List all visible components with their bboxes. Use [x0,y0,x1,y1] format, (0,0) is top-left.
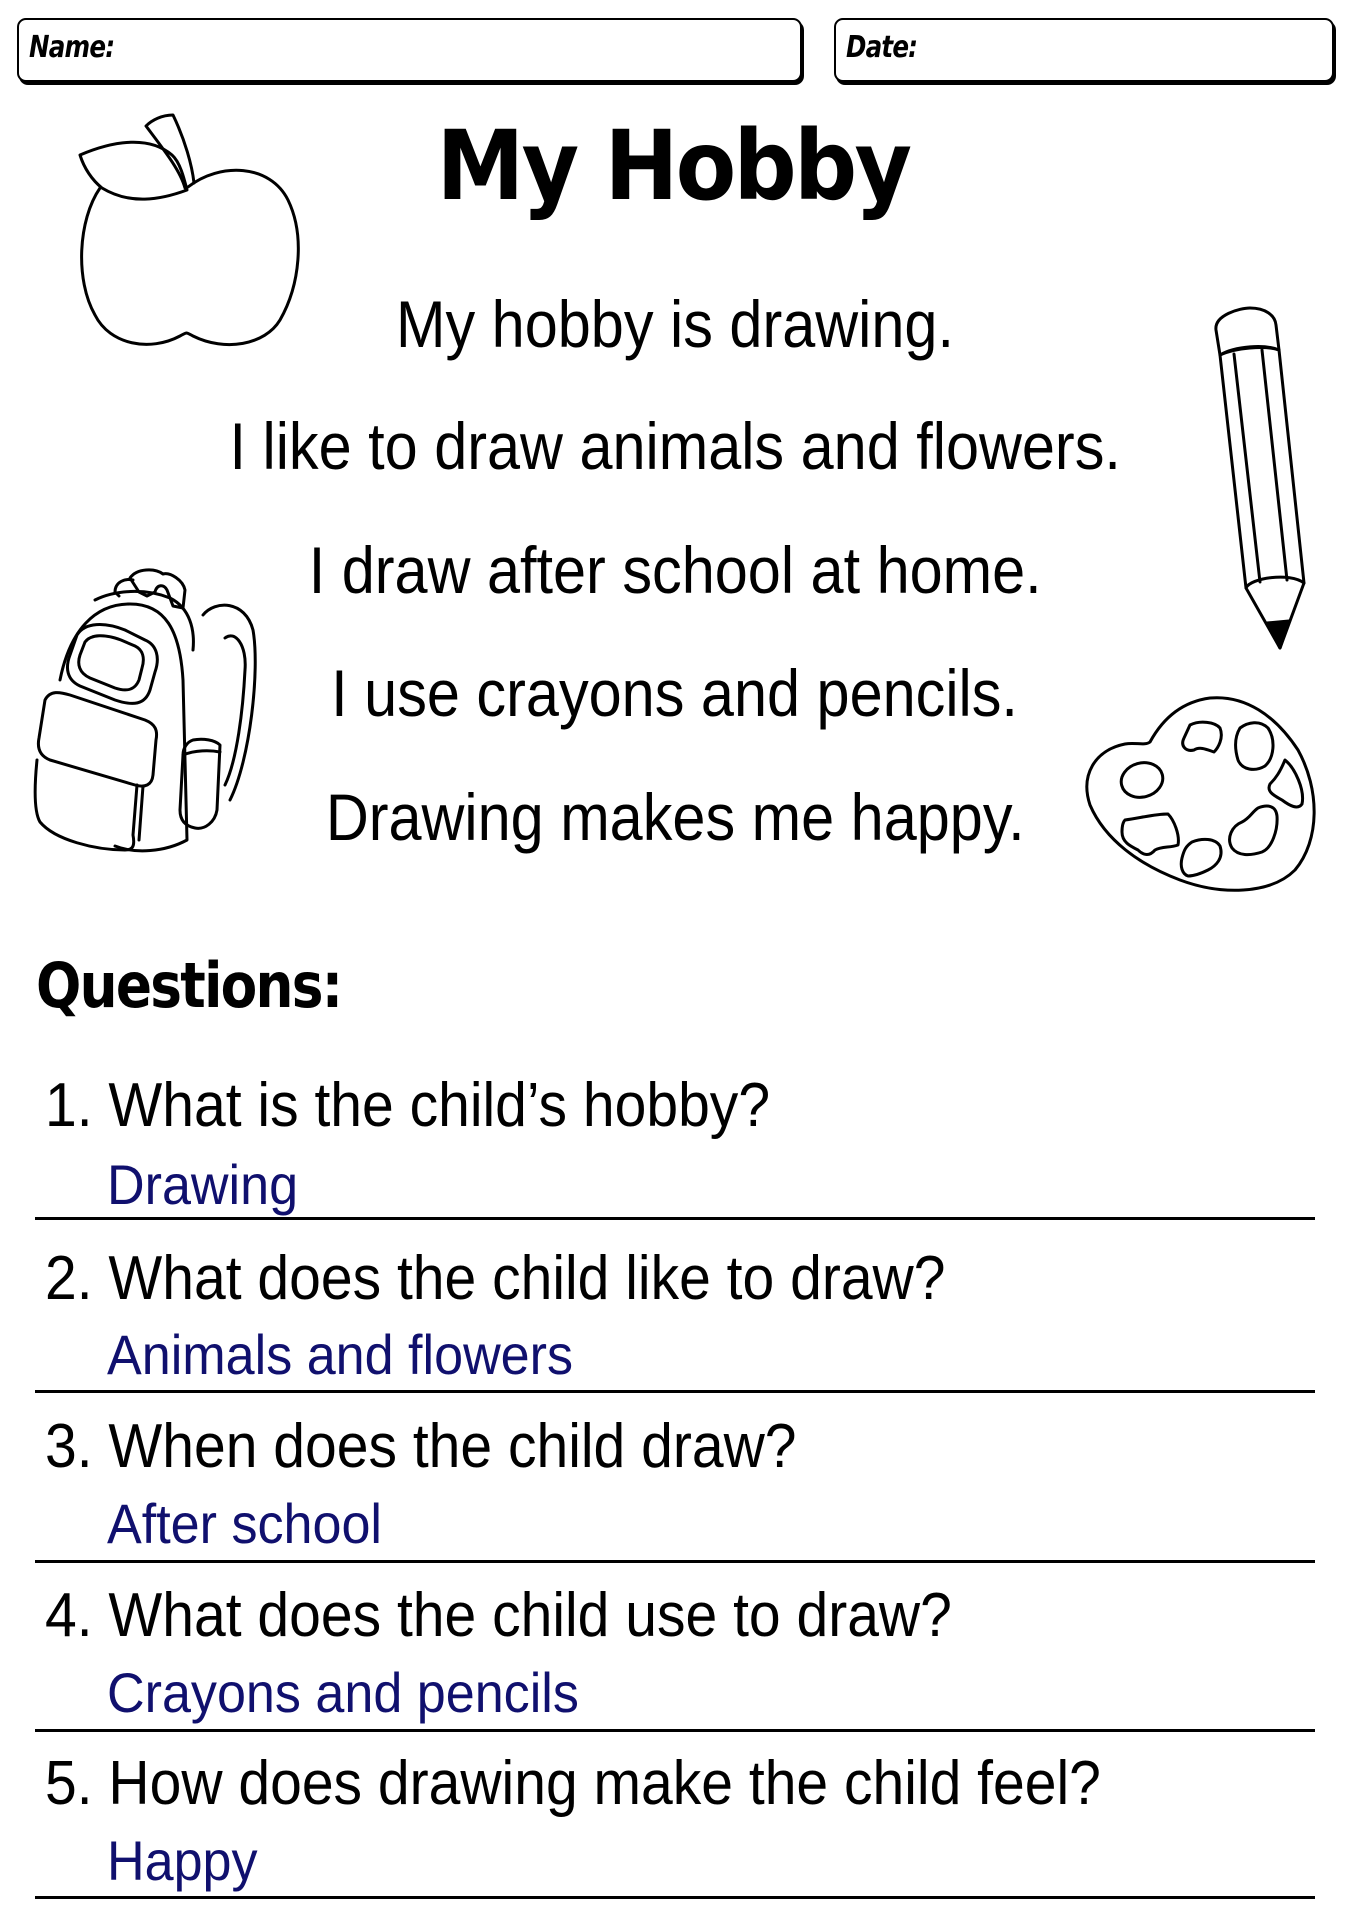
question-5 [45,1749,1101,1818]
passage-line-text: I use crayons and pencils. [331,656,1019,730]
date-field[interactable] [834,18,1334,82]
questions-heading: Questions: [36,949,342,1022]
question-1 [45,1071,771,1140]
answer-5: Happy [107,1829,258,1892]
answer-line [35,1896,1315,1899]
answer-2: Animals and flowers [107,1323,574,1386]
question-text: What does the child use to draw? [108,1581,952,1650]
question-text: How does drawing make the child feel? [108,1749,1101,1818]
passage-line-text: I like to draw animals and flowers. [229,409,1121,483]
question-number: 1. [45,1071,93,1140]
passage-line-text: My hobby is drawing. [396,287,954,361]
answer-line [35,1560,1315,1563]
backpack-icon [15,560,265,860]
answer-line [35,1729,1315,1732]
passage-line [0,409,1350,483]
apple-icon [60,100,320,360]
answer-1: Drawing [107,1153,299,1216]
question-number: 2. [45,1244,93,1313]
question-2 [45,1244,946,1313]
answer-4: Crayons and pencils [107,1661,579,1724]
question-number: 5. [45,1749,93,1818]
name-label: Name: [29,30,115,65]
question-text: When does the child draw? [108,1412,797,1481]
question-3 [45,1412,797,1481]
question-number: 3. [45,1412,93,1481]
paint-palette-icon [1070,680,1330,900]
answer-3: After school [107,1492,383,1555]
question-text: What does the child like to draw? [108,1244,946,1313]
date-label: Date: [846,30,918,65]
page-title-text: My Hobby [436,110,910,222]
question-4 [45,1581,952,1650]
answer-line [35,1217,1315,1220]
question-number: 4. [45,1581,93,1650]
answer-line [35,1390,1315,1393]
pencil-icon [1190,290,1340,670]
passage-line-text: I draw after school at home. [308,533,1042,607]
name-field[interactable] [17,18,802,82]
question-text: What is the child’s hobby? [108,1071,771,1140]
passage-line-text: Drawing makes me happy. [325,780,1025,854]
